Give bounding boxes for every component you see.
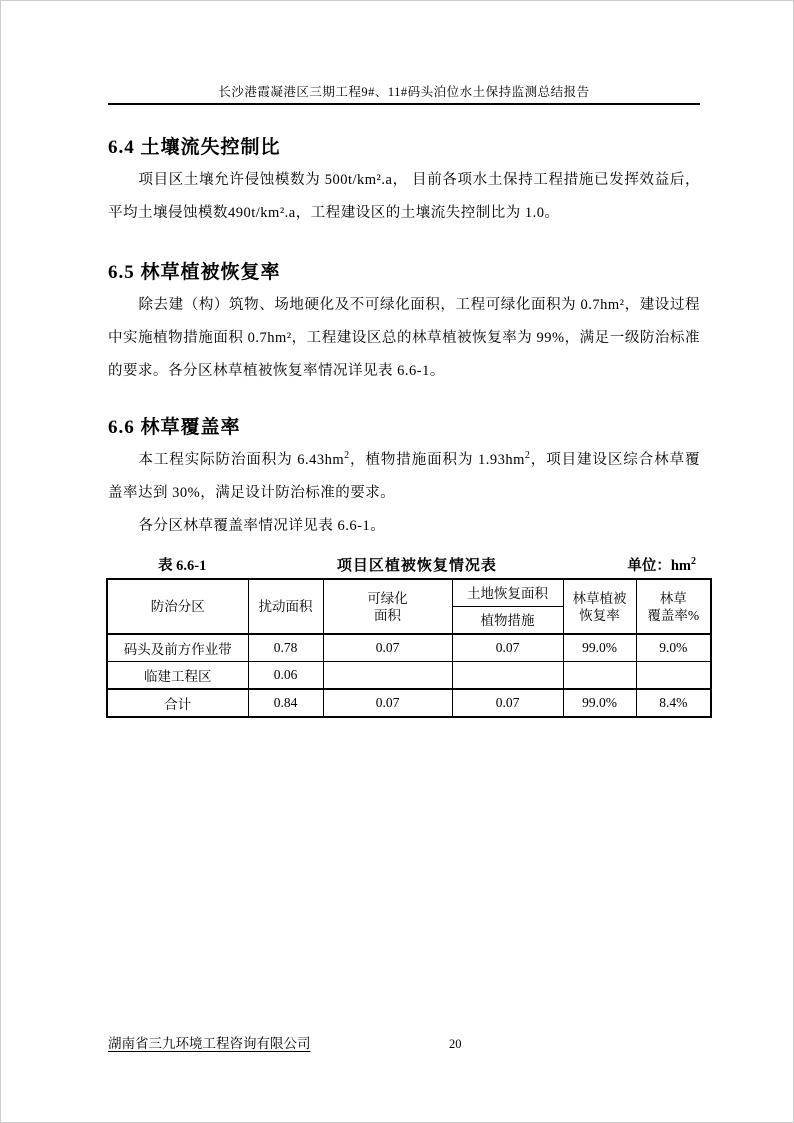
cell-coverage [636, 662, 711, 690]
cell-recovery: 99.0% [563, 689, 636, 717]
table-row-temporary-works-zone [107, 662, 711, 690]
page-header [108, 84, 700, 105]
page-header-title: 长沙港霞凝港区三期工程9#、11#码头泊位水土保持监测总结报告 [218, 85, 590, 99]
text-segment: 单位：hm [627, 558, 691, 574]
table-row-total [107, 689, 711, 717]
cell-disturbed: 0.06 [248, 662, 323, 690]
cell-plant [452, 662, 563, 690]
cell-coverage: 8.4% [636, 689, 711, 717]
section-6-6-paragraph-2: 各分区林草覆盖率情况详见表 6.6-1。 [138, 518, 386, 534]
table-caption [108, 554, 700, 575]
text-segment: 可绿化 [367, 590, 408, 606]
header-cell-vegetation-coverage-rate [636, 579, 711, 634]
table-title: 项目区植被恢复情况表 [336, 558, 497, 574]
cell-recovery: 99.0% [563, 634, 636, 662]
cell-zone: 码头及前方作业带 [107, 634, 248, 662]
superscript-2: 2 [344, 450, 350, 462]
text-segment: 林草植被 [572, 590, 627, 606]
cell-zone: 合计 [107, 689, 248, 717]
text-segment: 林草 [659, 590, 687, 606]
header-cell-vegetation-recovery-rate [563, 579, 636, 634]
cell-greenable: 0.07 [323, 689, 452, 717]
vegetation-recovery-table [106, 578, 712, 718]
cell-recovery [563, 662, 636, 690]
text-segment: ，植物措施面积为 1.93hm [349, 452, 525, 468]
section-heading-6-6: 6.6 林草覆盖率 [108, 417, 241, 438]
text-segment: 覆盖率% [647, 607, 700, 623]
page-footer [108, 1035, 700, 1052]
header-cell-greenable-area [323, 579, 452, 634]
section-heading-6-5: 6.5 林草植被恢复率 [108, 262, 281, 283]
cell-disturbed: 0.84 [248, 689, 323, 717]
table-header-row-1 [107, 579, 711, 607]
cell-greenable [323, 662, 452, 690]
table-row-wharf-zone [107, 634, 711, 662]
cell-disturbed: 0.78 [248, 634, 323, 662]
text-segment: 恢复率 [579, 607, 620, 623]
section-heading-6-4: 6.4 土壤流失控制比 [108, 137, 281, 158]
page-number: 20 [449, 1037, 462, 1051]
header-cell-zone: 防治分区 [107, 579, 248, 634]
cell-zone: 临建工程区 [107, 662, 248, 690]
footer-company-name: 湖南省三九环境工程咨询有限公司 [108, 1036, 311, 1051]
table-label: 表 6.6-1 [158, 558, 207, 574]
text-segment: 本工程实际防治面积为 6.43hm [138, 452, 345, 468]
section-6-6-paragraph-1 [108, 444, 700, 510]
cell-coverage: 9.0% [636, 634, 711, 662]
header-cell-disturbed-area: 扰动面积 [248, 579, 323, 634]
header-cell-land-recovery-area: 土地恢复面积 [452, 579, 563, 607]
table-unit [627, 554, 696, 575]
cell-plant: 0.07 [452, 689, 563, 717]
cell-plant: 0.07 [452, 634, 563, 662]
cell-greenable: 0.07 [323, 634, 452, 662]
superscript-2: 2 [690, 556, 696, 568]
header-cell-plant-measures: 植物措施 [452, 607, 563, 635]
superscript-2: 2 [524, 450, 531, 462]
text-segment: ，项目建设区综合林草覆盖率达到 30%，满足设计防治标准的要求。 [108, 452, 700, 501]
section-6-4-paragraph: 项目区土壤允许侵蚀模数为 500t/km².a， 目前各项水土保持工程措施已发挥效益后，平均土壤侵蚀模数490t/km².a，工程建设区的土壤流失控制比为 1.0。 [108, 172, 700, 221]
section-6-5-paragraph: 除去建（构）筑物、场地硬化及不可绿化面积，工程可绿化面积为 0.7hm²，建设过程中实施植物措施面积 0.7hm²，工程建设区总的林草植被恢复率为 99%，满足一级防治标准的要求。各分区林草植被恢复率情况详见表 6.6-1。 [108, 297, 700, 379]
text-segment: 面积 [374, 607, 401, 623]
